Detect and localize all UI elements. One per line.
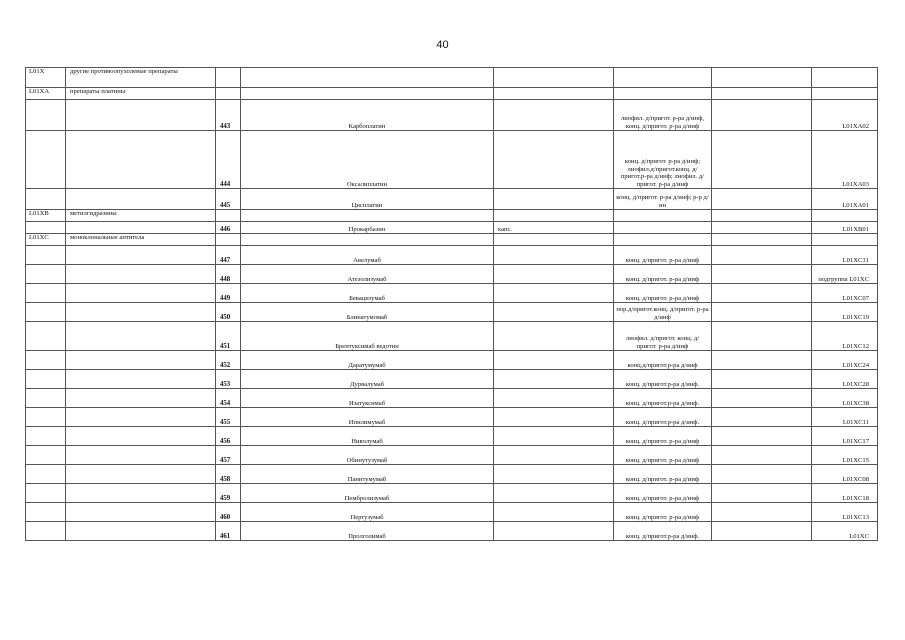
- empty-cell: [26, 246, 66, 265]
- atc-group-code: L01XA: [26, 88, 66, 100]
- drug-name: Панитумумаб: [241, 465, 494, 484]
- empty-cell: [494, 210, 614, 222]
- atc-group-name: другие противоопухолевые препараты: [66, 68, 216, 88]
- dosage-form: [494, 503, 614, 522]
- drug-row: [26, 389, 878, 408]
- atc-code: L01XA01: [812, 189, 878, 210]
- dosage-form: [494, 284, 614, 303]
- dosage-form: [494, 408, 614, 427]
- empty-cell: [712, 322, 812, 351]
- empty-cell: [241, 88, 494, 100]
- row-number: 444: [216, 131, 241, 189]
- row-number: 443: [216, 100, 241, 131]
- row-number: 460: [216, 503, 241, 522]
- drug-row: [26, 522, 878, 541]
- empty-cell: [712, 189, 812, 210]
- empty-cell: [66, 389, 216, 408]
- empty-cell: [66, 351, 216, 370]
- drug-row: [26, 246, 878, 265]
- empty-cell: [712, 484, 812, 503]
- drug-name: Пертузумаб: [241, 503, 494, 522]
- drug-name: Прокарбазин: [241, 222, 494, 234]
- row-number: 461: [216, 522, 241, 541]
- empty-cell: [66, 189, 216, 210]
- drug-row: [26, 503, 878, 522]
- atc-code: L01XC17: [812, 427, 878, 446]
- drug-row: [26, 465, 878, 484]
- empty-cell: [216, 68, 241, 88]
- row-number: 455: [216, 408, 241, 427]
- empty-cell: [712, 446, 812, 465]
- row-number: 454: [216, 389, 241, 408]
- empty-cell: [66, 427, 216, 446]
- row-number: 448: [216, 265, 241, 284]
- empty-cell: [712, 303, 812, 322]
- dosage-form: [494, 303, 614, 322]
- empty-cell: [614, 68, 712, 88]
- drug-row: [26, 351, 878, 370]
- drug-name: Ипилимумаб: [241, 408, 494, 427]
- dosage-form: [494, 265, 614, 284]
- dosage-details: конц. д/пригот.р-ра д/инф.: [614, 389, 712, 408]
- drug-name: Даратумумаб: [241, 351, 494, 370]
- row-number: 458: [216, 465, 241, 484]
- empty-cell: [494, 68, 614, 88]
- row-number: 456: [216, 427, 241, 446]
- empty-cell: [66, 408, 216, 427]
- empty-cell: [614, 88, 712, 100]
- empty-cell: [26, 284, 66, 303]
- empty-cell: [26, 427, 66, 446]
- row-number: 452: [216, 351, 241, 370]
- empty-cell: [712, 389, 812, 408]
- empty-cell: [712, 284, 812, 303]
- atc-code: L01XC38: [812, 389, 878, 408]
- drug-row: [26, 131, 878, 189]
- dosage-form: [494, 446, 614, 465]
- drug-name: Авелумаб: [241, 246, 494, 265]
- drug-row: [26, 427, 878, 446]
- drug-name: Изатуксимаб: [241, 389, 494, 408]
- empty-cell: [712, 68, 812, 88]
- empty-cell: [812, 234, 878, 246]
- empty-cell: [26, 222, 66, 234]
- atc-code: L01XC18: [812, 484, 878, 503]
- dosage-details: конц. д/пригот. р-ра д/инф: [614, 265, 712, 284]
- empty-cell: [66, 503, 216, 522]
- dosage-details: пор.д/пригот.конц. д/пригот. р-ра д/инф: [614, 303, 712, 322]
- dosage-details: конц.д/пригот.р-ра д/инф: [614, 351, 712, 370]
- empty-cell: [216, 88, 241, 100]
- dosage-form: [494, 131, 614, 189]
- empty-cell: [712, 351, 812, 370]
- empty-cell: [66, 370, 216, 389]
- dosage-form: [494, 389, 614, 408]
- dosage-details: конц. д/пригот.р-ра д/инф.: [614, 370, 712, 389]
- empty-cell: [241, 210, 494, 222]
- row-number: 445: [216, 189, 241, 210]
- drug-row: [26, 484, 878, 503]
- dosage-details: [614, 222, 712, 234]
- empty-cell: [26, 189, 66, 210]
- empty-cell: [26, 408, 66, 427]
- dosage-details: конц. д/пригот. р-ра д/инф: [614, 284, 712, 303]
- drug-row: [26, 322, 878, 351]
- empty-cell: [712, 234, 812, 246]
- drug-row: [26, 284, 878, 303]
- atc-code: L01XA03: [812, 131, 878, 189]
- atc-code: L01XC: [812, 522, 878, 541]
- drug-name: Атезолизумаб: [241, 265, 494, 284]
- empty-cell: [812, 210, 878, 222]
- dosage-details: конц. д/пригот. р-ра д/инф: [614, 503, 712, 522]
- drug-row: [26, 100, 878, 131]
- group-row: [26, 88, 878, 100]
- empty-cell: [26, 522, 66, 541]
- atc-group-name: метилгидразины: [66, 210, 216, 222]
- empty-cell: [812, 68, 878, 88]
- empty-cell: [26, 370, 66, 389]
- empty-cell: [66, 303, 216, 322]
- page-number: 40: [436, 39, 449, 51]
- drug-row: [26, 222, 878, 234]
- dosage-form: [494, 370, 614, 389]
- atc-code: L01XC15: [812, 446, 878, 465]
- group-row: [26, 210, 878, 222]
- empty-cell: [241, 234, 494, 246]
- empty-cell: [26, 303, 66, 322]
- atc-code: L01XA02: [812, 100, 878, 131]
- empty-cell: [66, 322, 216, 351]
- dosage-form: [494, 322, 614, 351]
- dosage-form: капс.: [494, 222, 614, 234]
- atc-group-code: L01X: [26, 68, 66, 88]
- dosage-details: конц. д/пригот. р-ра д/инф: [614, 246, 712, 265]
- empty-cell: [812, 88, 878, 100]
- atc-code: L01XC31: [812, 246, 878, 265]
- atc-group-name: моноклональные антитела: [66, 234, 216, 246]
- empty-cell: [66, 522, 216, 541]
- empty-cell: [712, 408, 812, 427]
- atc-code: L01XC13: [812, 503, 878, 522]
- drug-name: Оксалиплатин: [241, 131, 494, 189]
- empty-cell: [66, 465, 216, 484]
- dosage-details: конц. д/пригот.р-ра д/инф.: [614, 408, 712, 427]
- row-number: 459: [216, 484, 241, 503]
- row-number: 450: [216, 303, 241, 322]
- dosage-details: конц. д/пригот.р-ра д/инф.: [614, 522, 712, 541]
- drug-row: [26, 446, 878, 465]
- dosage-form: [494, 522, 614, 541]
- dosage-details: лиофил. д/пригот. р-ра д/инф, конц. д/пригот. р-ра д/инф: [614, 100, 712, 131]
- empty-cell: [66, 484, 216, 503]
- drug-row: [26, 189, 878, 210]
- row-number: 457: [216, 446, 241, 465]
- empty-cell: [66, 265, 216, 284]
- atc-code: L01XC12: [812, 322, 878, 351]
- drug-name: Ниволумаб: [241, 427, 494, 446]
- empty-cell: [66, 446, 216, 465]
- dosage-form: [494, 351, 614, 370]
- empty-cell: [712, 222, 812, 234]
- atc-group-code: L01XC: [26, 234, 66, 246]
- drug-name: Пролголимаб: [241, 522, 494, 541]
- dosage-details: конц. д/пригот. р-ра д/инф: [614, 484, 712, 503]
- atc-code: подгруппа L01XC: [812, 265, 878, 284]
- empty-cell: [26, 446, 66, 465]
- empty-cell: [712, 503, 812, 522]
- dosage-details: конц. д/пригот. р-ра д/инф; р-р д/ин: [614, 189, 712, 210]
- drug-name: Бевацизумаб: [241, 284, 494, 303]
- empty-cell: [26, 131, 66, 189]
- atc-code: L01XB01: [812, 222, 878, 234]
- empty-cell: [26, 389, 66, 408]
- atc-group-name: препараты платины: [66, 88, 216, 100]
- empty-cell: [712, 265, 812, 284]
- empty-cell: [66, 246, 216, 265]
- dosage-form: [494, 100, 614, 131]
- group-row: [26, 234, 878, 246]
- empty-cell: [712, 427, 812, 446]
- atc-code: L01XC28: [812, 370, 878, 389]
- drug-name: Брентуксимаб ведотин: [241, 322, 494, 351]
- drug-name: Дурвалумаб: [241, 370, 494, 389]
- empty-cell: [26, 503, 66, 522]
- empty-cell: [216, 234, 241, 246]
- empty-cell: [712, 131, 812, 189]
- row-number: 447: [216, 246, 241, 265]
- dosage-form: [494, 484, 614, 503]
- row-number: 449: [216, 284, 241, 303]
- empty-cell: [26, 351, 66, 370]
- drug-name: Блинатумомаб: [241, 303, 494, 322]
- empty-cell: [614, 234, 712, 246]
- atc-group-code: L01XB: [26, 210, 66, 222]
- empty-cell: [712, 465, 812, 484]
- empty-cell: [494, 234, 614, 246]
- dosage-details: конц. д/пригот. р-ра д/инф: [614, 427, 712, 446]
- empty-cell: [494, 88, 614, 100]
- dosage-details: лиофил. д/пригот. конц. д/пригот. р-ра д/инф: [614, 322, 712, 351]
- atc-code: L01XC24: [812, 351, 878, 370]
- dosage-details: конц. д/пригот. р-ра д/инф: [614, 446, 712, 465]
- empty-cell: [66, 100, 216, 131]
- atc-code: L01XC11: [812, 408, 878, 427]
- empty-cell: [216, 210, 241, 222]
- drug-row: [26, 408, 878, 427]
- empty-cell: [614, 210, 712, 222]
- empty-cell: [712, 370, 812, 389]
- empty-cell: [26, 100, 66, 131]
- row-number: 453: [216, 370, 241, 389]
- drug-row: [26, 265, 878, 284]
- drug-name: Пембролизумаб: [241, 484, 494, 503]
- empty-cell: [241, 68, 494, 88]
- atc-code: L01XC19: [812, 303, 878, 322]
- empty-cell: [712, 246, 812, 265]
- dosage-form: [494, 465, 614, 484]
- atc-code: L01XC08: [812, 465, 878, 484]
- dosage-form: [494, 189, 614, 210]
- drug-row: [26, 303, 878, 322]
- row-number: 451: [216, 322, 241, 351]
- empty-cell: [66, 222, 216, 234]
- empty-cell: [66, 284, 216, 303]
- atc-code: L01XC07: [812, 284, 878, 303]
- dosage-details: конц. д/пригот. р-ра д/инф: [614, 465, 712, 484]
- drug-name: Цисплатин: [241, 189, 494, 210]
- empty-cell: [712, 522, 812, 541]
- row-number: 446: [216, 222, 241, 234]
- empty-cell: [66, 131, 216, 189]
- empty-cell: [26, 322, 66, 351]
- empty-cell: [26, 465, 66, 484]
- drug-name: Карбоплатин: [241, 100, 494, 131]
- drug-row: [26, 370, 878, 389]
- drug-name: Обинутузумаб: [241, 446, 494, 465]
- dosage-details: конц. д/пригот. р-ра д/инф; лиофил.д/пригот.конц. д/пригот.р-ра д/инф; лиофил. д/пригот. р-ра д/инф: [614, 131, 712, 189]
- empty-cell: [712, 210, 812, 222]
- empty-cell: [712, 100, 812, 131]
- dosage-form: [494, 427, 614, 446]
- drug-table: [25, 67, 878, 541]
- empty-cell: [26, 484, 66, 503]
- dosage-form: [494, 246, 614, 265]
- empty-cell: [712, 88, 812, 100]
- group-row: [26, 68, 878, 88]
- empty-cell: [26, 265, 66, 284]
